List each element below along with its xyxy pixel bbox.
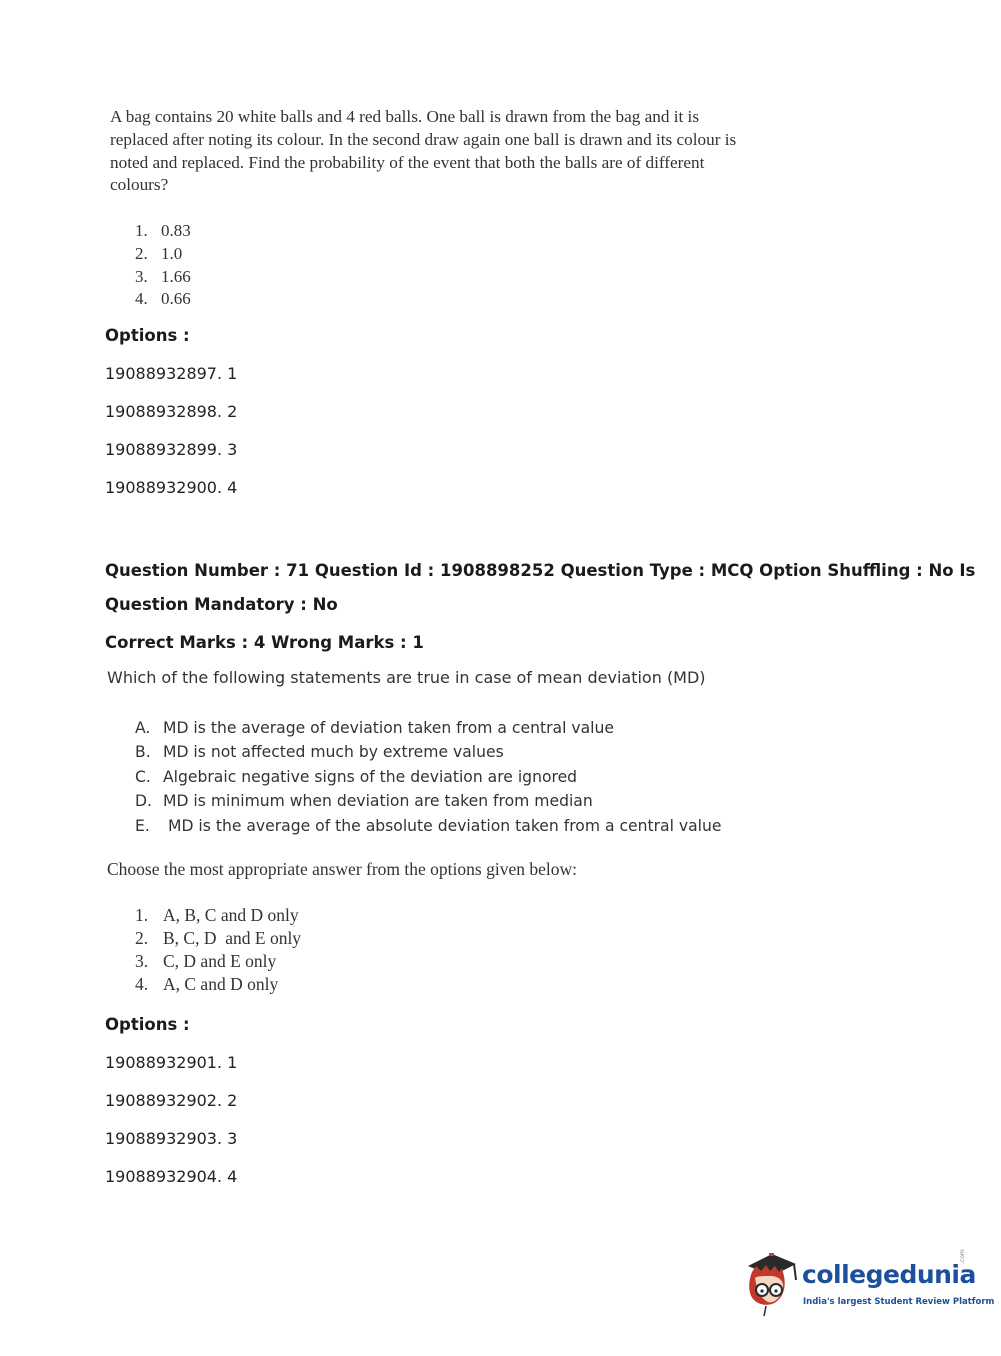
q70-choice-list (135, 220, 335, 311)
collegedunia-logo (742, 1249, 995, 1320)
q71-option-1: 19088932901. 1 (105, 1053, 238, 1072)
q71-question-text: Which of the following statements are true in case of mean deviation (MD) (107, 668, 706, 687)
q70-question-line: replaced after noting its colour. In the second draw again one ball is drawn and its colour is (110, 129, 737, 149)
q70-question-line: A bag contains 20 white balls and 4 red balls. One ball is drawn from the bag and it is (110, 107, 700, 126)
list-item: A. MD is the average of deviation taken from a central value (135, 719, 614, 737)
q70-question-line: colours? (110, 175, 169, 195)
list-item: 1. A, B, C and D only (135, 905, 299, 925)
list-item: 4. 0.66 (135, 289, 191, 309)
q71-choice-list (135, 904, 435, 996)
mascot-icon (742, 1250, 800, 1318)
q71-options-label: Options : (105, 1015, 190, 1034)
q71-statement-list (135, 716, 755, 838)
q71-instruction: Choose the most appropriate answer from the options given below: (107, 859, 577, 879)
q71-marks: Correct Marks : 4 Wrong Marks : 1 (105, 633, 424, 652)
list-item: 2. B, C, D and E only (135, 928, 302, 948)
q70-question-line: noted and replaced. Find the probability of the event that both the balls are of different (110, 152, 705, 172)
q71-option-3: 19088932903. 3 (105, 1129, 238, 1148)
q71-option-4: 19088932904. 4 (105, 1167, 238, 1186)
list-item: C. Algebraic negative signs of the deviation are ignored (135, 767, 578, 786)
q70-option-4: 19088932900. 4 (105, 478, 238, 497)
q70-option-1: 19088932897. 1 (105, 364, 238, 383)
list-item: 4. A, C and D only (135, 974, 279, 994)
q71-option-2: 19088932902. 2 (105, 1091, 238, 1110)
list-item: E. MD is the average of the absolute deviation taken from a central value (135, 816, 722, 835)
q71-header-line2: Question Mandatory : No (105, 595, 338, 614)
q71-header-line1: Question Number : 71 Question Id : 1908898252 Question Type : MCQ Option Shuffling : No Is (105, 561, 976, 580)
list-item: D. MD is minimum when deviation are taken from median (135, 792, 593, 811)
q70-options-label: Options : (105, 326, 190, 345)
list-item: 1. 0.83 (135, 221, 191, 240)
q70-option-2: 19088932898. 2 (105, 402, 238, 421)
logo-suffix: .com (959, 1249, 966, 1264)
list-item: 3. 1.66 (135, 266, 191, 286)
logo-tagline: India's largest Student Review Platform (803, 1297, 995, 1307)
q70-option-3: 19088932899. 3 (105, 440, 238, 459)
list-item: B. MD is not affected much by extreme values (135, 743, 504, 762)
list-item: 3. C, D and E only (135, 951, 277, 971)
logo-brand: collegedunia (802, 1260, 976, 1289)
list-item: 2. 1.0 (135, 243, 183, 263)
q70-question-text (110, 106, 750, 197)
